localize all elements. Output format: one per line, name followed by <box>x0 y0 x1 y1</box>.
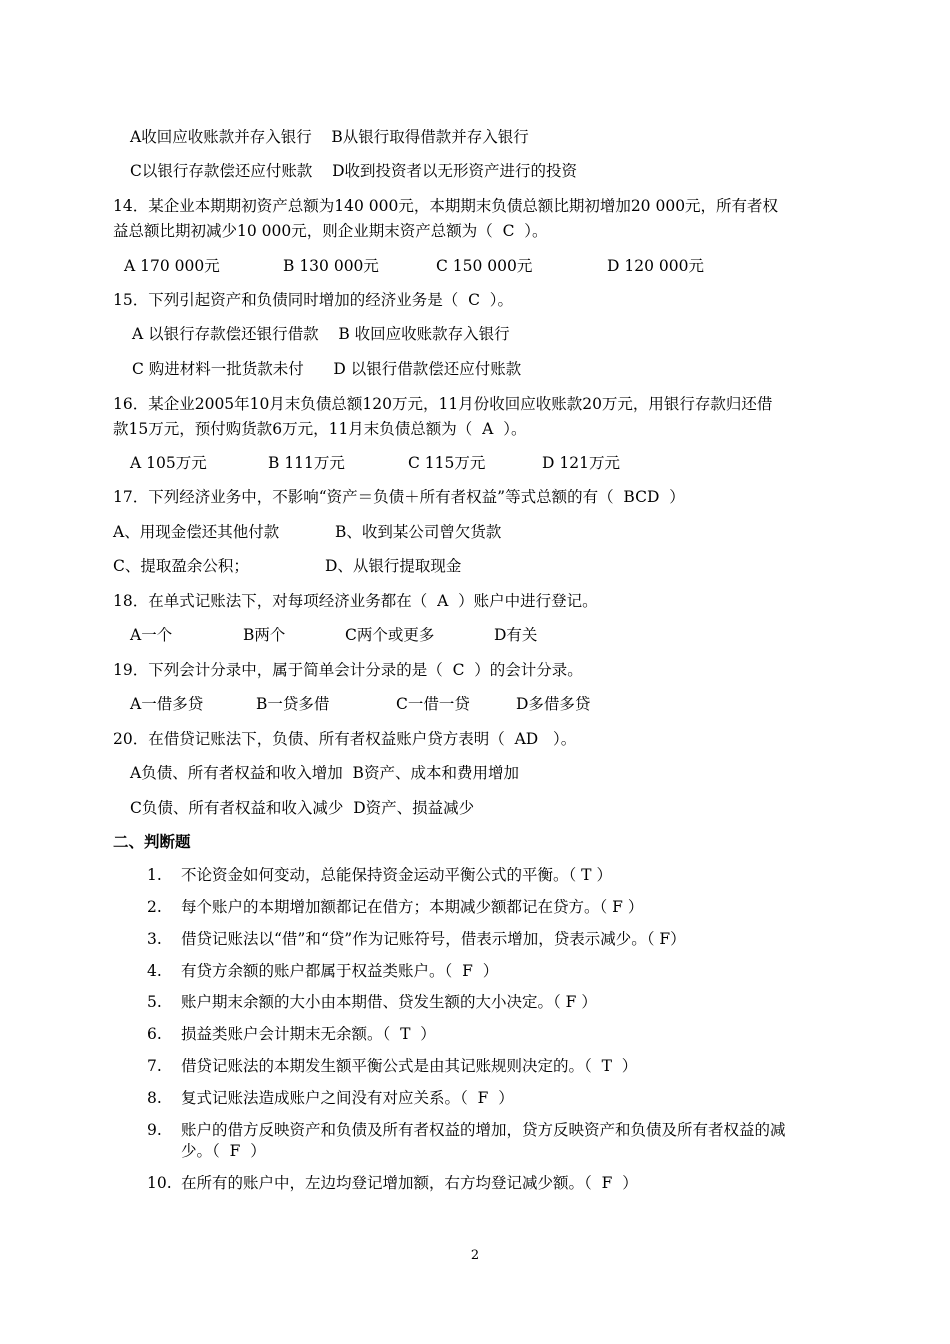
q18-option-d: D有关 <box>494 626 538 644</box>
item-text: 账户的借方反映资产和负债及所有者权益的增加，贷方反映资产和负债及所有者权益的减 <box>181 1121 786 1139</box>
item-text: 借贷记账法的本期发生额平衡公式是由其记账规则决定的。（ T ） <box>181 1057 638 1075</box>
q15-stem: 15．下列引起资产和负债同时增加的经济业务是（ C ）。 <box>113 291 514 309</box>
q16-option-a: A 105万元 <box>130 454 207 472</box>
item-number: 3. <box>147 930 162 948</box>
item-text: 账户期末余额的大小由本期借、贷发生额的大小决定。（ F ） <box>181 993 597 1011</box>
q19-option-c: C一借一贷 <box>396 695 470 713</box>
page-number: 2 <box>470 1248 480 1263</box>
item-text: 每个账户的本期增加额都记在借方；本期减少额都记在贷方。（ F ） <box>181 898 644 916</box>
list-item <box>147 961 498 981</box>
list-item <box>147 897 643 917</box>
q15-options-ab: A 以银行存款偿还银行借款 B 收回应收账款存入银行 <box>132 325 510 343</box>
item-number: 10. <box>147 1174 172 1192</box>
q13-options-ab: A收回应收账款并存入银行 B从银行取得借款并存入银行 <box>130 128 529 146</box>
q18-stem: 18．在单式记账法下，对每项经济业务都在（ A ）账户中进行登记。 <box>113 592 598 610</box>
q14-option-a: A 170 000元 <box>124 257 220 275</box>
item-text: 借贷记账法以“借”和“贷”作为记账符号，借表示增加，贷表示减少。（ F） <box>181 930 686 948</box>
item-number: 6. <box>147 1025 162 1043</box>
q17-option-c: C、提取盈余公积； <box>113 557 249 575</box>
q14-option-b: B 130 000元 <box>283 257 379 275</box>
q14-option-d: D 120 000元 <box>607 257 704 275</box>
q17-option-a: A、用现金偿还其他付款 <box>113 523 280 541</box>
item-number: 1. <box>147 866 162 884</box>
q14-stem-line1: 14．某企业本期期初资产总额为140 000元，本期期末负债总额比期初增加20 000元，所有者权 <box>113 197 779 215</box>
q18-option-a: A一个 <box>130 626 173 644</box>
q16-option-b: B 111万元 <box>268 454 345 472</box>
list-item <box>147 1120 786 1140</box>
q18-option-c: C两个或更多 <box>345 626 435 644</box>
q14-option-c: C 150 000元 <box>436 257 533 275</box>
item-text: 损益类账户会计期末无余额。（ T ） <box>181 1025 436 1043</box>
list-item <box>147 1173 638 1193</box>
item-number: 7. <box>147 1057 162 1075</box>
item-text: 在所有的账户中，左边均登记增加额，右方均登记减少额。（ F ） <box>181 1174 638 1192</box>
item-text: 不论资金如何变动，总能保持资金运动平衡公式的平衡。（ T ） <box>181 866 612 884</box>
q16-stem-line2: 款15万元，预付购货款6万元，11月末负债总额为（ A ）。 <box>113 420 527 438</box>
q17-option-d: D、从银行提取现金 <box>325 557 462 575</box>
q16-option-c: C 115万元 <box>408 454 486 472</box>
list-item <box>147 992 597 1012</box>
q20-options-cd: C负债、所有者权益和收入减少 D资产、损益减少 <box>130 799 475 817</box>
item-number: 2. <box>147 898 162 916</box>
q20-options-ab: A负债、所有者权益和收入增加 B资产、成本和费用增加 <box>130 764 519 782</box>
item-text: 有贷方余额的账户都属于权益类账户。（ F ） <box>181 962 499 980</box>
item-number: 8. <box>147 1089 162 1107</box>
list-item <box>147 929 686 949</box>
q16-option-d: D 121万元 <box>542 454 620 472</box>
q19-option-b: B一贷多借 <box>256 695 330 713</box>
item-text: 复式记账法造成账户之间没有对应关系。（ F ） <box>181 1089 514 1107</box>
q13-options-cd: C以银行存款偿还应付账款 D收到投资者以无形资产进行的投资 <box>130 162 577 180</box>
list-item-continuation: 少。（ F ） <box>181 1142 266 1160</box>
item-number: 4. <box>147 962 162 980</box>
q14-stem-line2: 益总额比期初减少10 000元，则企业期末资产总额为（ C ）。 <box>113 222 548 240</box>
q18-option-b: B两个 <box>243 626 286 644</box>
item-number: 9. <box>147 1121 162 1139</box>
q15-options-cd: C 购进材料一批货款未付 D 以银行借款偿还应付账款 <box>132 360 522 378</box>
item-number: 5. <box>147 993 162 1011</box>
q20-stem: 20．在借贷记账法下，负债、所有者权益账户贷方表明（ AD ）。 <box>113 730 577 748</box>
q19-option-a: A一借多贷 <box>130 695 204 713</box>
section-title: 二、判断题 <box>113 832 191 851</box>
list-item <box>147 865 612 885</box>
q16-stem-line1: 16．某企业2005年10月末负债总额120万元，11月份收回应收账款20万元，用银行存款归还借 <box>113 395 773 413</box>
q19-option-d: D多借多贷 <box>516 695 591 713</box>
list-item <box>147 1088 514 1108</box>
list-item <box>147 1056 637 1076</box>
list-item <box>147 1024 436 1044</box>
q17-stem: 17．下列经济业务中，不影响“资产＝负债＋所有者权益”等式总额的有（ BCD ） <box>113 488 685 506</box>
q17-option-b: B、收到某公司曾欠货款 <box>335 523 502 541</box>
q19-stem: 19．下列会计分录中，属于简单会计分录的是（ C ）的会计分录。 <box>113 661 583 679</box>
